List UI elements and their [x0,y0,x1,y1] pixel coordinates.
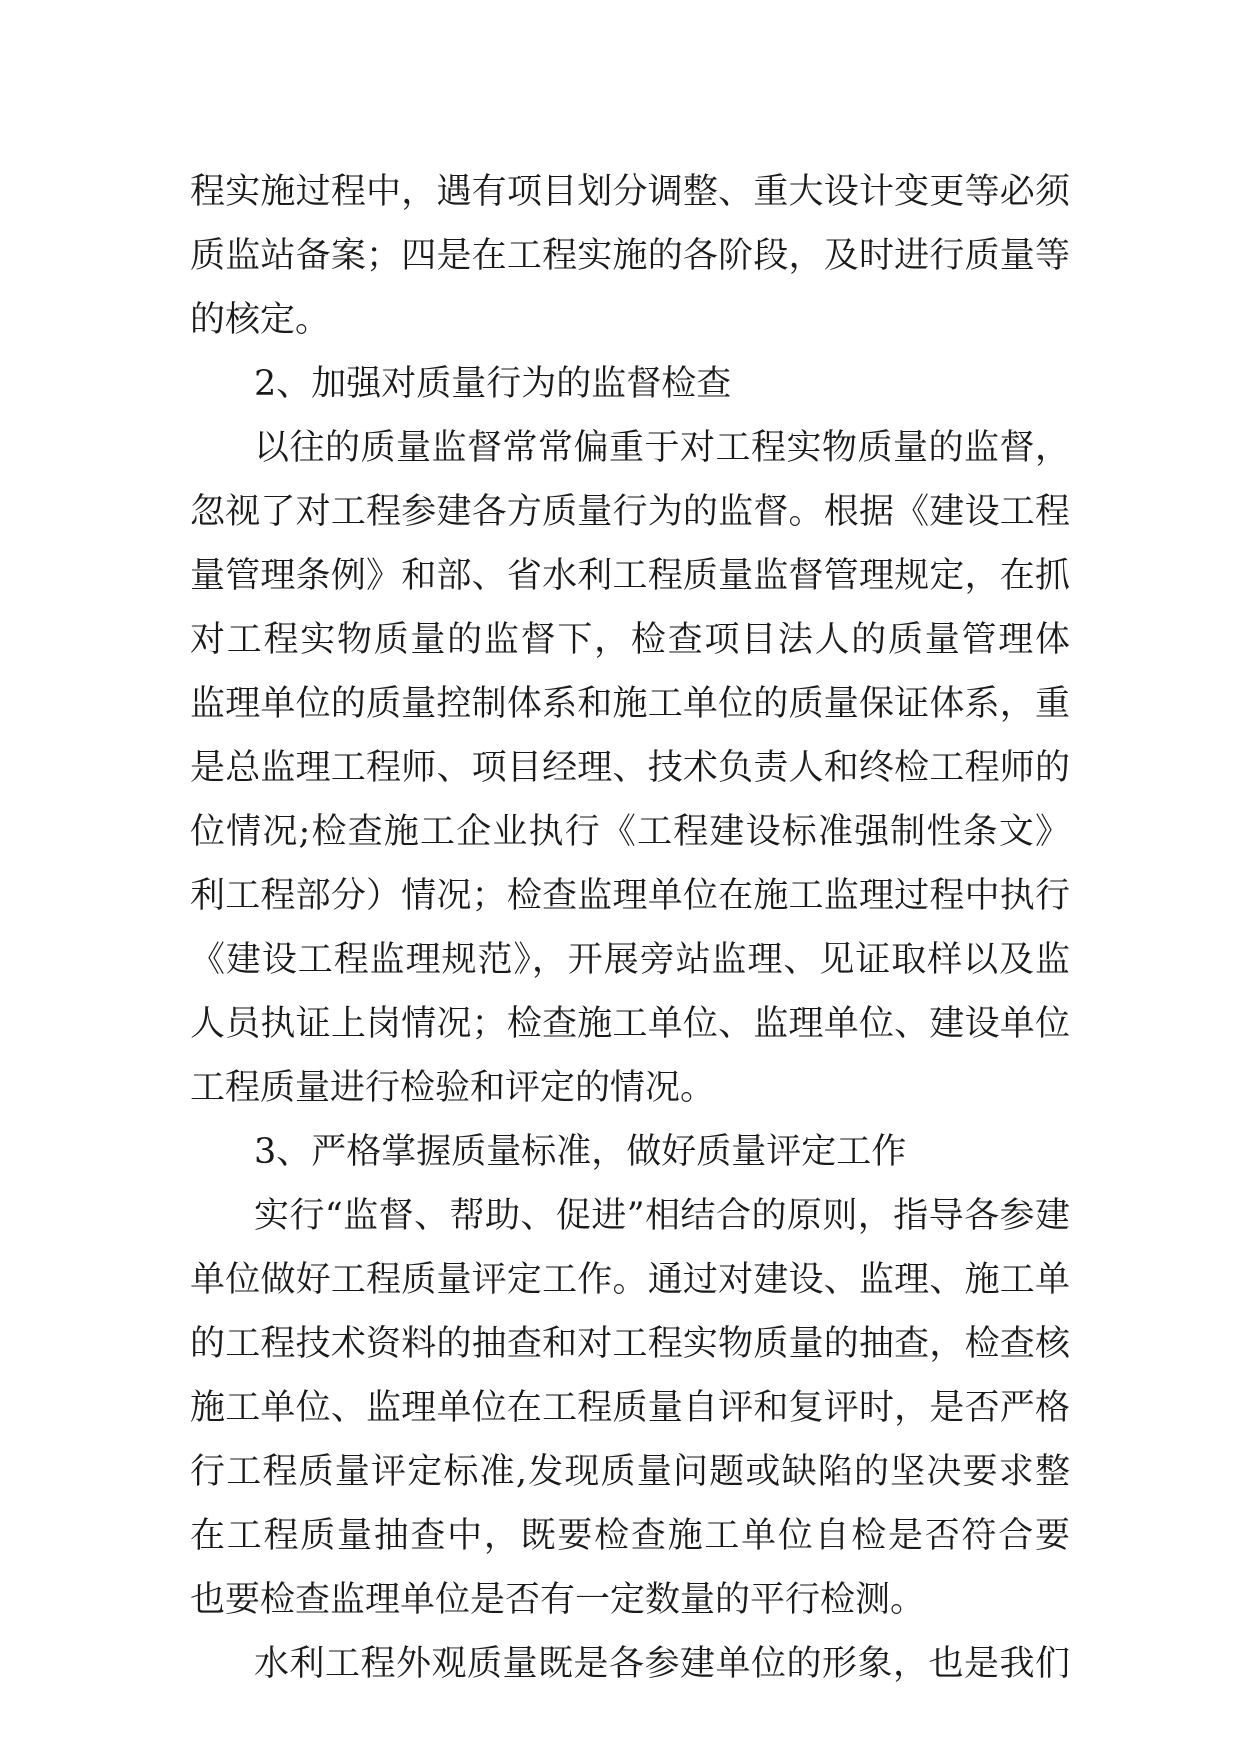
paragraph-line: 行工程质量评定标准,发现质量问题或缺陷的坚决要求整 [190,1452,1070,1492]
paragraph-line: 实行“监督、帮助、促进”相结合的原则，指导各参建 [254,1196,1070,1236]
paragraph-line: 质监站备案；四是在工程实施的各阶段，及时进行质量等 [190,236,1070,276]
section-heading: 3、严格掌握质量标准，做好质量评定工作 [254,1132,907,1172]
paragraph-line: 单位做好工程质量评定工作。通过对建设、监理、施工单 [190,1260,1070,1300]
paragraph-line: 在工程质量抽查中，既要检查施工单位自检是否符合要 [190,1516,1070,1556]
paragraph-line: 以往的质量监督常常偏重于对工程实物质量的监督， [254,428,1070,468]
paragraph-line: 人员执证上岗情况；检查施工单位、监理单位、建设单位 [190,1004,1070,1044]
paragraph-line: 量管理条例》和部、省水利工程质量监督管理规定，在抓 [190,556,1070,596]
body-text [190,160,1070,1696]
paragraph-line: 的工程技术资料的抽查和对工程实物质量的抽查，检查核 [190,1324,1070,1364]
paragraph-line: 也要检查监理单位是否有一定数量的平行检测。 [190,1580,926,1620]
paragraph-line: 忽视了对工程参建各方质量行为的监督。根据《建设工程 [190,492,1070,532]
paragraph-line: 程实施过程中，遇有项目划分调整、重大设计变更等必须 [190,172,1070,212]
paragraph-line: 位情况;检查施工企业执行《工程建设标准强制性条文》 [190,812,1070,852]
paragraph-line: 施工单位、监理单位在工程质量自评和复评时，是否严格 [190,1388,1070,1428]
paragraph-line: 利工程部分）情况；检查监理单位在施工监理过程中执行 [190,876,1070,916]
paragraph-line: 《建设工程监理规范》，开展旁站监理、见证取样以及监 [190,940,1070,980]
paragraph-line: 水利工程外观质量既是各参建单位的形象，也是我们 [254,1644,1070,1684]
paragraph-line: 监理单位的质量控制体系和施工单位的质量保证体系，重 [190,684,1070,724]
paragraph-line: 对工程实物质量的监督下，检查项目法人的质量管理体 [190,620,1070,660]
paragraph-line: 的核定。 [190,300,331,340]
section-heading: 2、加强对质量行为的监督检查 [254,364,732,404]
paragraph-line: 是总监理工程师、项目经理、技术负责人和终检工程师的 [190,748,1070,788]
paragraph-line: 工程质量进行检验和评定的情况。 [190,1068,716,1108]
